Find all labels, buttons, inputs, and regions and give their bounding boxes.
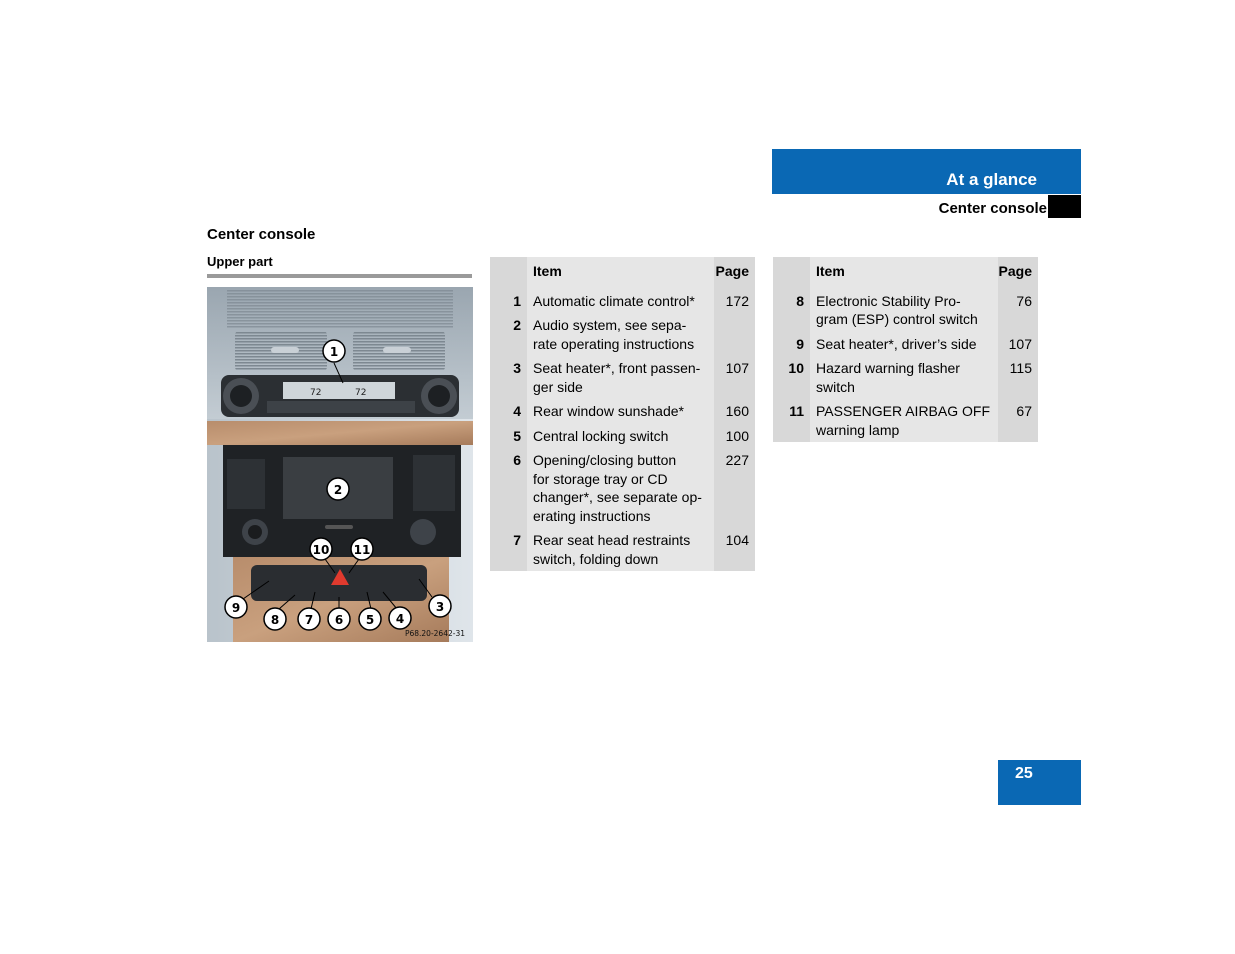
item-number: 3: [490, 356, 527, 399]
column-header-item: Item: [527, 257, 714, 287]
callout-5: 5: [365, 613, 375, 627]
item-page: 160: [714, 399, 755, 424]
item-number: 4: [490, 399, 527, 424]
item-page: 67: [998, 399, 1038, 442]
item-description: Opening/closing button for storage tray or CD changer*, see separate op- erating instructions: [527, 448, 714, 528]
callout-9: 9: [231, 601, 241, 615]
item-number: 8: [773, 287, 810, 332]
chapter-header: [772, 149, 1081, 194]
table-row: [490, 356, 755, 399]
callout-7: 7: [304, 613, 314, 627]
section-header: Center console: [938, 200, 1047, 217]
table-row: [490, 313, 755, 356]
item-page: 115: [998, 356, 1038, 399]
item-description: Audio system, see sepa- rate operating instructions: [527, 313, 714, 356]
column-header-item: Item: [810, 257, 998, 287]
chapter-title: At a glance: [946, 170, 1037, 189]
table-header-row: [490, 257, 755, 287]
figure-code: P68.20-2642-31: [404, 629, 465, 638]
table-row: [773, 287, 1038, 332]
item-page: 107: [714, 356, 755, 399]
table-row: [490, 528, 755, 571]
item-description: Rear window sunshade*: [527, 399, 714, 424]
item-number: 1: [490, 287, 527, 314]
callout-11: 11: [353, 543, 371, 557]
item-page: 227: [714, 448, 755, 528]
item-description: Central locking switch: [527, 424, 714, 449]
table-row: [773, 332, 1038, 357]
item-table-left: [490, 257, 755, 571]
callout-3: 3: [435, 600, 445, 614]
item-page: [714, 313, 755, 356]
table-row: [773, 399, 1038, 442]
item-description: PASSENGER AIRBAG OFF warning lamp: [810, 399, 998, 442]
center-console-photo: [207, 287, 473, 642]
column-header-page: Page: [714, 257, 755, 287]
item-number: 9: [773, 332, 810, 357]
callout-2: 2: [333, 483, 343, 497]
item-description: Seat heater*, driver’s side: [810, 332, 998, 357]
item-page: 172: [714, 287, 755, 314]
item-number: 10: [773, 356, 810, 399]
item-description: Automatic climate control*: [527, 287, 714, 314]
item-table-right: [773, 257, 1038, 442]
item-description: Rear seat head restraints switch, folding down: [527, 528, 714, 571]
item-number: 11: [773, 399, 810, 442]
item-number: 6: [490, 448, 527, 528]
item-description: Electronic Stability Pro- gram (ESP) control switch: [810, 287, 998, 332]
table-row: [773, 356, 1038, 399]
item-page: 100: [714, 424, 755, 449]
item-page: 107: [998, 332, 1038, 357]
item-number: 2: [490, 313, 527, 356]
table-row: [490, 287, 755, 314]
callout-10: 10: [312, 543, 330, 557]
climate-display-left: 72: [310, 388, 322, 398]
callout-6: 6: [334, 613, 344, 627]
page-title: Center console: [207, 226, 316, 243]
table-row: [490, 399, 755, 424]
item-page: 104: [714, 528, 755, 571]
page-number-box: [998, 760, 1081, 805]
column-header-page: Page: [998, 257, 1038, 287]
page-number: 25: [1015, 765, 1033, 782]
subsection-title: Upper part: [207, 254, 472, 278]
climate-display-right: 72: [355, 388, 367, 398]
item-page: 76: [998, 287, 1038, 332]
callout-1: 1: [329, 345, 339, 359]
item-description: Seat heater*, front passen- ger side: [527, 356, 714, 399]
item-number: 5: [490, 424, 527, 449]
item-description: Hazard warning flasher switch: [810, 356, 998, 399]
callout-4: 4: [395, 612, 405, 626]
callout-8: 8: [270, 613, 280, 627]
table-header-row: [773, 257, 1038, 287]
item-number: 7: [490, 528, 527, 571]
table-row: [490, 424, 755, 449]
table-row: [490, 448, 755, 528]
section-tab-marker: [1048, 195, 1081, 218]
